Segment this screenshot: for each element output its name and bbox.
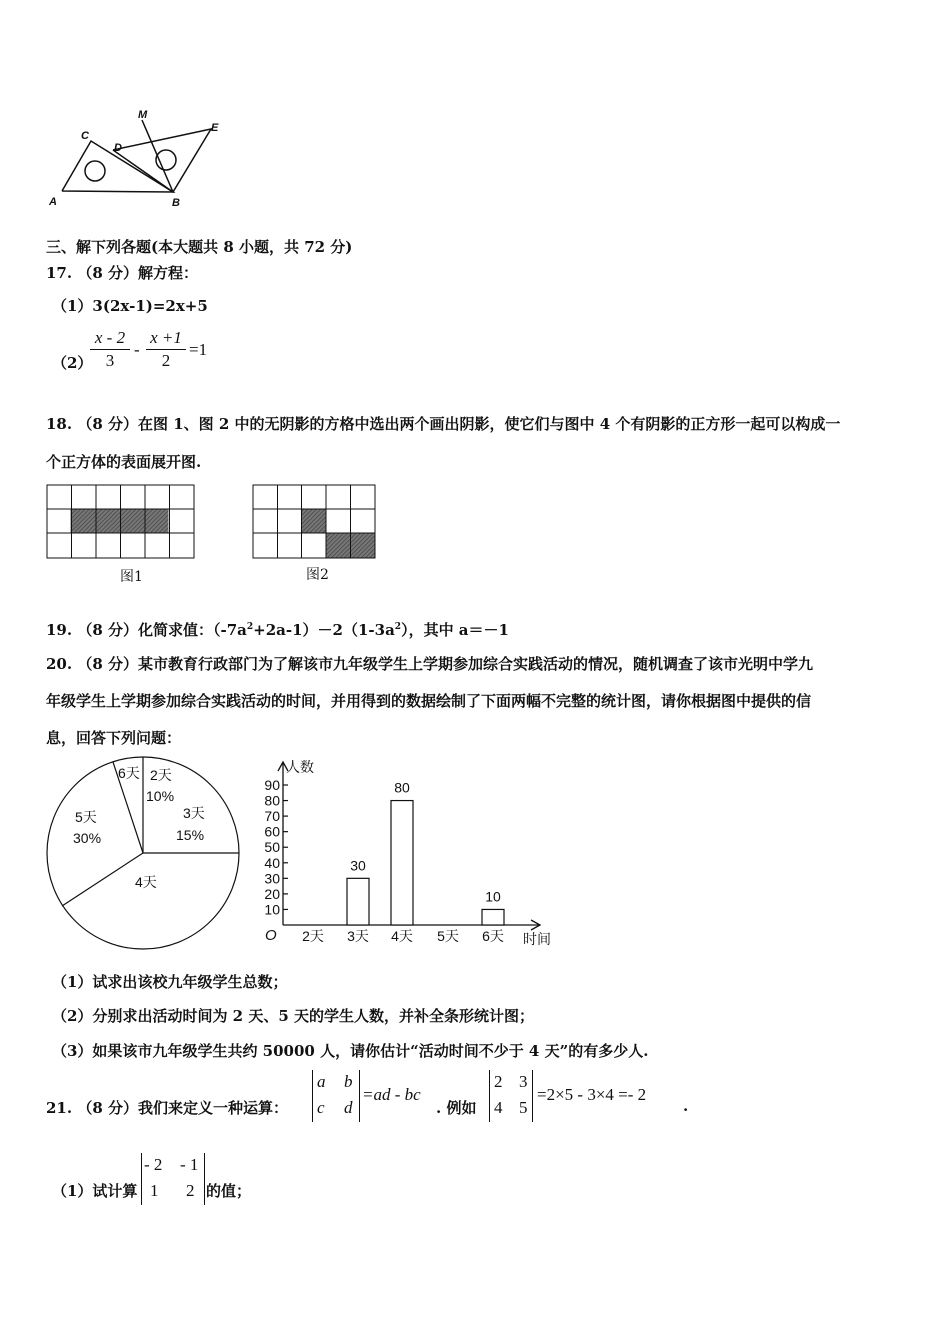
x-tick-label: 2天 xyxy=(302,928,324,944)
shaded-cell xyxy=(302,509,326,533)
q17-fraction-2: x +1 2 xyxy=(146,328,186,371)
q21-title: 21. （8 分）我们来定义一种运算： xyxy=(46,1099,288,1117)
circle-left xyxy=(85,161,105,181)
q17-fraction-1: x - 2 3 xyxy=(90,328,130,371)
label-e: E xyxy=(211,122,219,134)
origin-label: O xyxy=(265,927,277,944)
x-tick-label: 4天 xyxy=(391,928,413,944)
q17-part2-label: （2） xyxy=(52,354,93,372)
bar-value-label: 10 xyxy=(485,888,501,905)
example-label: . 例如 xyxy=(436,1099,477,1117)
pie-chart xyxy=(40,755,245,955)
y-tick-label: 40 xyxy=(264,854,280,871)
q20-line3: 息，回答下列问题： xyxy=(46,729,182,747)
example-rhs: =2×5 - 3×4 =- 2 xyxy=(537,1085,647,1104)
q17-equals: =1 xyxy=(189,340,208,359)
q21-sub1-pre: （1）试计算 xyxy=(52,1182,138,1200)
bar-chart xyxy=(250,755,570,955)
pie-label-5day: 5天 xyxy=(75,809,97,825)
pie-label-4day: 4天 xyxy=(135,874,157,890)
q18-line1: 18. （8 分）在图 1、图 2 中的无阴影的方格中选出两个画出阴影，使它们与图中 4 个有阴影的正方形一起可以构成一 xyxy=(46,415,841,433)
q20-sub2: （2）分别求出活动时间为 2 天、5 天的学生人数，并补全条形统计图； xyxy=(52,1007,534,1025)
bar xyxy=(482,909,504,925)
q19: 19. （8 分）化简求值：$(-7a^2+2a-1)-2(1-3a^2)$，其中 a＝－1 xyxy=(46,621,509,639)
label-d: D xyxy=(114,142,122,154)
q20-line2: 年级学生上学期参加综合实践活动的时间，并用得到的数据绘制了下面两幅不完整的统计图，请你根据图中提供的信 xyxy=(46,692,812,710)
label-m: M xyxy=(138,109,148,121)
q17-minus: - xyxy=(134,340,140,359)
pie-pct-5day: 30% xyxy=(73,830,102,846)
label-a: A xyxy=(49,196,57,208)
y-tick-label: 70 xyxy=(264,808,280,825)
pie-pct-3day: 15% xyxy=(176,827,205,843)
q20-sub3: （3）如果该市九年级学生共约 50000 人，请你估计“活动时间不少于 4 天”的有多少人. xyxy=(52,1042,649,1060)
figure-2-caption: 图2 xyxy=(306,567,329,583)
section-heading: 三、解下列各题(本大题共 8 小题，共 72 分) xyxy=(46,238,353,256)
q17-part1: （1）3(2x-1)=2x+5 xyxy=(52,297,208,315)
bar xyxy=(391,801,413,925)
figure-1-caption: 图1 xyxy=(120,569,143,585)
q18-line2: 个正方体的表面展开图. xyxy=(46,453,202,471)
grid-figure-2 xyxy=(252,484,378,564)
label-c: C xyxy=(81,130,89,142)
pie-label-2day: 2天 xyxy=(150,767,172,783)
example-end: . xyxy=(683,1097,689,1115)
shaded-strip xyxy=(71,509,169,533)
determinant-calc: - 2 - 1 1 2 xyxy=(141,1153,205,1205)
determinant-definition: a b c d xyxy=(312,1070,360,1122)
triangle-deb xyxy=(113,129,211,192)
q20-sub1: （1）试求出该校九年级学生总数； xyxy=(52,973,288,991)
bar-value-label: 80 xyxy=(394,779,410,796)
q17-title: 17. （8 分）解方程： xyxy=(46,264,198,282)
determinant-example: 2 3 4 5 xyxy=(489,1070,533,1122)
x-tick-label: 6天 xyxy=(482,928,504,944)
y-tick-label: 30 xyxy=(264,870,280,887)
y-tick-label: 50 xyxy=(264,839,280,856)
y-tick-label: 20 xyxy=(264,885,280,902)
y-axis-label: 人数 xyxy=(286,759,314,775)
y-tick-label: 80 xyxy=(264,792,280,809)
pie-label-3day: 3天 xyxy=(183,805,205,821)
pie-label-6day: 6天 xyxy=(118,765,140,781)
x-tick-label: 3天 xyxy=(347,928,369,944)
definition-rhs: =ad - bc xyxy=(362,1085,421,1104)
bar-value-label: 30 xyxy=(350,857,366,874)
y-tick-label: 90 xyxy=(264,777,280,793)
grid-figure-1 xyxy=(46,484,198,564)
y-tick-label: 60 xyxy=(264,823,280,840)
label-b: B xyxy=(172,197,180,209)
q21-sub1-post: 的值； xyxy=(206,1182,252,1200)
y-tick-label: 10 xyxy=(264,901,280,918)
pie-pct-2day: 10% xyxy=(146,788,175,804)
bar xyxy=(347,878,369,925)
x-tick-label: 5天 xyxy=(437,928,459,944)
q20-line1: 20. （8 分）某市教育行政部门为了解该市九年级学生上学期参加综合实践活动的情况，随机调查了该市光明中学九 xyxy=(46,655,813,673)
x-axis-label: 时间 xyxy=(523,931,551,947)
geometry-figure xyxy=(40,105,230,215)
